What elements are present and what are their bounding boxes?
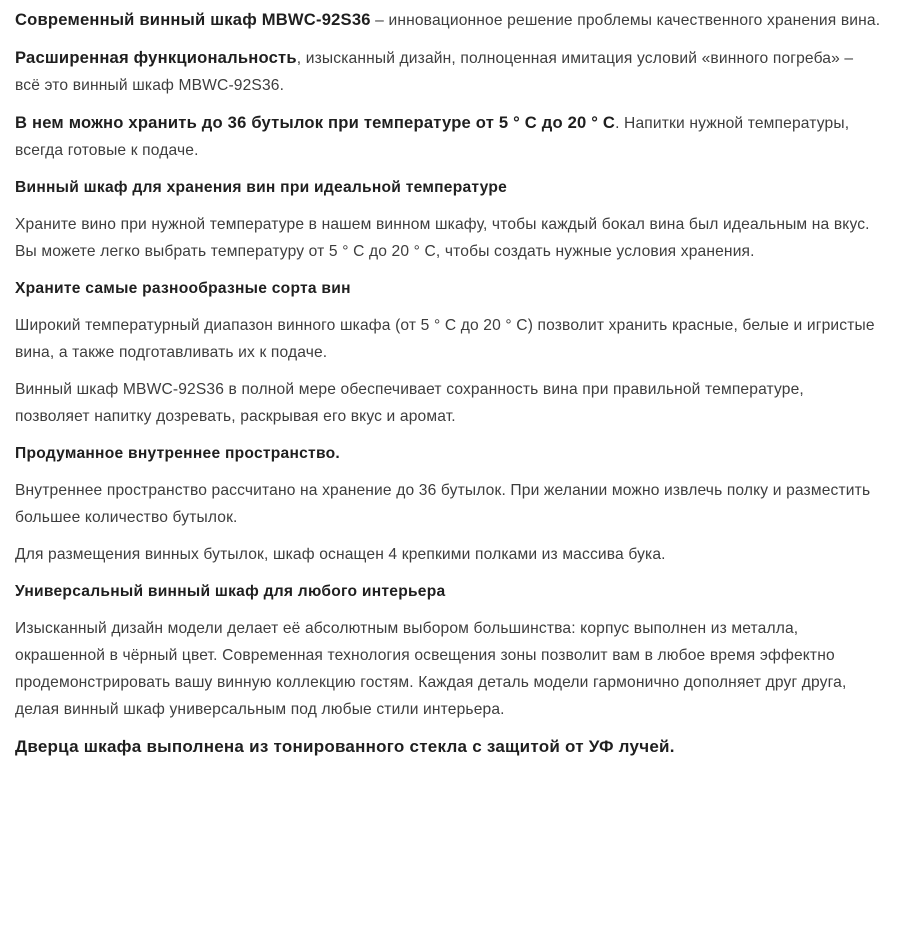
final-heading: Дверца шкафа выполнена из тонированного стекла с защитой от УФ лучей.: [15, 737, 675, 756]
intro-lead-text: В нем можно хранить до 36 бутылок при температуре от 5 ° С до 20 ° С: [15, 113, 616, 132]
intro-body-text: – инновационное решение проблемы качественного хранения вина.: [370, 12, 881, 29]
section-heading: Универсальный винный шкаф для любого интерьера: [15, 583, 446, 600]
intro-lead-text: Расширенная функциональность: [15, 48, 297, 67]
intro-body-text: . Напитки нужной температуры, всегда готовые к подаче.: [15, 115, 850, 159]
section-paragraph: Изысканный дизайн модели делает её абсолютным выбором большинства: корпус выполнен из металла, окрашенной в чёрный цвет. Современная технология освещения зоны позволит вам в любое время эффектно продемонстрировать вашу винную коллекцию гостям. Каждая деталь модели гармонично дополняет друг друга, делая винный шкаф универсальным под любые стили интерьера.: [15, 620, 847, 718]
section-paragraph: Широкий температурный диапазон винного шкафа (от 5 ° С до 20 ° С) позволит хранить красные, белые и игристые вина, а также подготавливать их к подаче.: [15, 317, 875, 361]
intro-lead-text: Современный винный шкаф MBWC-92S36: [15, 10, 371, 29]
intro-paragraph: [15, 6, 882, 34]
section-heading: Винный шкаф для хранения вин при идеальной температуре: [15, 179, 508, 196]
intro-paragraph: [15, 44, 882, 99]
section-heading: Храните самые разнообразные сорта вин: [15, 280, 351, 297]
intro-paragraph: [15, 109, 882, 164]
section-paragraph: Для размещения винных бутылок, шкаф оснащен 4 крепкими полками из массива бука.: [15, 546, 666, 563]
section-paragraph: Внутреннее пространство рассчитано на хранение до 36 бутылок. При желании можно извлечь полку и разместить большее количество бутылок.: [15, 482, 871, 526]
section-paragraph: Храните вино при нужной температуре в нашем винном шкафу, чтобы каждый бокал вина был идеальным на вкус. Вы можете легко выбрать температуру от 5 ° С до 20 ° С, чтобы создать нужные условия хранения.: [15, 216, 870, 260]
section-paragraph: Винный шкаф MBWC-92S36 в полной мере обеспечивает сохранность вина при правильной температуре, позволяет напитку дозревать, раскрывая его вкус и аромат.: [15, 381, 804, 425]
intro-body-text: , изысканный дизайн, полноценная имитация условий «винного погреба» – всё это винный шкаф MBWC-92S36.: [15, 50, 854, 94]
section-heading: Продуманное внутреннее пространство.: [15, 445, 340, 462]
